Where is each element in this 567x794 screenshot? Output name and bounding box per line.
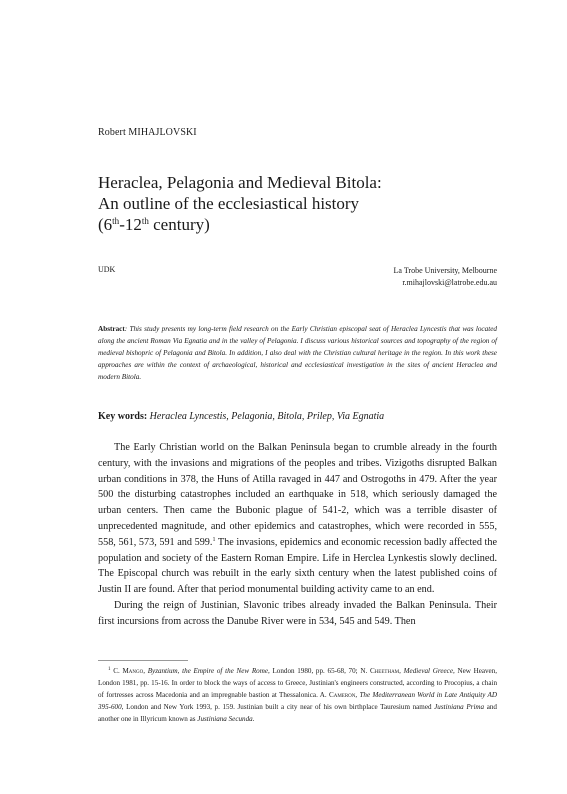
abstract bbox=[98, 323, 497, 383]
abstract-text: : This study presents my long-term field research on the Early Christian episcopal seat of Heraclea Lyncestis that was located along the ancient Roman Via Egnatia and in the valley of Pelagonia. I discuss various historical sources and topography of the region of medieval bishopric of Pelagonia and Bitola. In addition, I also deal with the Christian cultural heritage in the region. In this work these approaches are within the context of archaeological, historical and ecclesiastical investigation in the sites of ancient Heraclea and modern Bitola. bbox=[98, 325, 497, 381]
paragraph bbox=[98, 598, 497, 630]
footnote-number: 1 bbox=[108, 667, 111, 672]
title-superscript: th bbox=[112, 216, 120, 226]
email-link[interactable]: r.mihajlovski@latrobe.edu.au bbox=[402, 278, 497, 287]
paragraph bbox=[98, 440, 497, 598]
paragraph-text: During the reign of Justinian, Slavonic tribes already invaded the Balkan Peninsula. Their first incursions from across the Danube River were in 534, 545 and 549. Then bbox=[98, 599, 497, 627]
keywords bbox=[98, 411, 384, 422]
footnote-place-name: Justiniana Secunda bbox=[197, 715, 253, 723]
footnote-place-name: Justiniana Prima bbox=[434, 703, 485, 711]
body-text bbox=[98, 440, 497, 630]
paragraph-text: The invasions, epidemics and economic recession badly affected the population and society of the Eastern Roman Empire. Life in Herclea Lynkestis slowly declined. The Episcopal church was rebuilt in the early sixth century when the latest published coins of Justin II are found. After that period monumental building activity came to an end. bbox=[98, 536, 497, 596]
affiliation bbox=[394, 265, 497, 289]
footnote-text: C. bbox=[110, 667, 123, 675]
footnote bbox=[98, 665, 497, 725]
paragraph-text: The Early Christian world on the Balkan Peninsula began to crumble already in the fourth century, with the invasions and migrations of the peoples and tribes. Vizigoths disrupted Balkan urban conditions in 378, the Huns of Atilla ravaged in 447 and Ostrogoths in 479. After the year 500 the disturbing catastrophes included an earthquake in 518, which seriously damaged the urban centers. Then came the Bubonic plague of 541-2, which was a terrible disaster of unprecedented magnitude, and other epidemics and catastrophes, which were recorded in 555, 558, 561, 573, 591 and 599. bbox=[98, 442, 497, 548]
footnote-text: , New Heaven, London 1981, pp. 15-16. In order to block the ways of access to Greece, Justinian's engineers constructed, according to Procopius, a chain of fortresses across Macedonia and an impregnable bastion at Thessalonica. A. bbox=[98, 667, 498, 699]
footnote-author: Cameron bbox=[328, 691, 356, 699]
footnote-text: and another one in Illyricum known as bbox=[98, 703, 497, 723]
title-text: (6 bbox=[98, 215, 113, 234]
footnote-text: , bbox=[355, 691, 360, 699]
title-line-2: An outline of the ecclesiastical history bbox=[98, 194, 360, 213]
keywords-text: Heraclea Lyncestis, Pelagonia, Bitola, Prilep, Via Egnatia bbox=[147, 411, 385, 422]
footnote-divider bbox=[98, 660, 188, 661]
title-text: century) bbox=[148, 215, 210, 234]
footnote-book-title: Byzantium, the Empire of the New Rome bbox=[147, 667, 268, 675]
udk-label: UDK bbox=[98, 265, 116, 274]
title-line-3 bbox=[98, 214, 498, 235]
footnote-ref[interactable]: 1 bbox=[212, 536, 216, 543]
footnote-book-title: The Mediterranean World in Late Antiquity AD 395-600 bbox=[98, 691, 497, 711]
title-text: -12 bbox=[119, 215, 142, 234]
footnote-text: , London and New York 1993, p. 159. Justinian built a city near of his own birthplace Tauresium named bbox=[121, 703, 435, 711]
footnote-text: , bbox=[143, 667, 148, 675]
keywords-label: Key words: bbox=[98, 411, 148, 422]
footnote-book-title: Medieval Greece bbox=[403, 667, 453, 675]
title-line-1: Heraclea, Pelagonia and Medieval Bitola: bbox=[98, 173, 382, 192]
title-superscript: th bbox=[141, 216, 149, 226]
paper-title bbox=[98, 172, 498, 235]
footnote-author: Mango bbox=[122, 667, 144, 675]
footnote-text: , bbox=[399, 667, 404, 675]
institution: La Trobe University, Melbourne bbox=[393, 266, 497, 275]
footnote-text: . bbox=[252, 715, 255, 723]
footnote-author: Cheetham bbox=[369, 667, 400, 675]
abstract-label: Abstract bbox=[98, 325, 125, 333]
footnote-text: , London 1980, pp. 65-68, 70; N. bbox=[267, 667, 370, 675]
author-name: Robert MIHAJLOVSKI bbox=[98, 127, 197, 138]
